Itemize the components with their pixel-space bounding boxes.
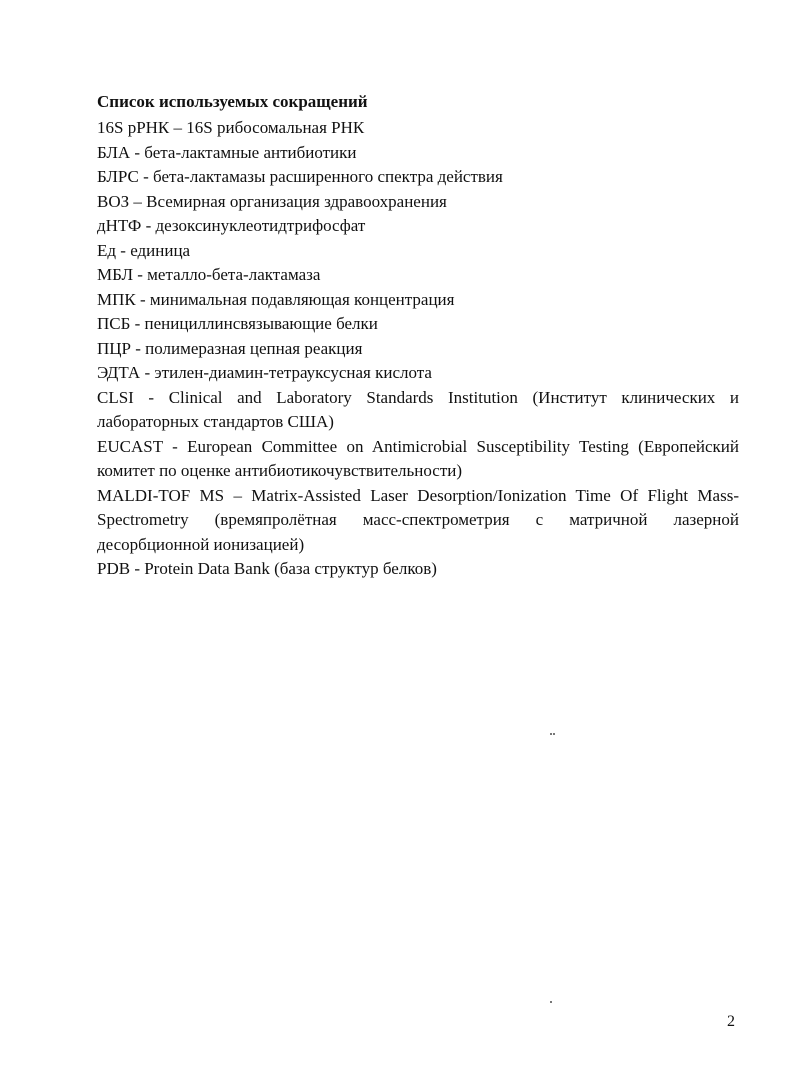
abbreviation-entry: MALDI-TOF MS – Matrix-Assisted Laser Desorption/Ionization Time Of Flight Mass-Spectrometry (времяпролётная масс-спектрометрия с матричной лазерной десорбционной ионизацией) bbox=[97, 485, 739, 554]
abbreviation-entry: МПК - минимальная подавляющая концентрация bbox=[97, 289, 455, 309]
abbreviation-entry: ПСБ - пенициллинсвязывающие белки bbox=[97, 314, 378, 333]
abbreviation-entry: ПЦР - полимеразная цепная реакция bbox=[97, 338, 363, 358]
scan-speck bbox=[553, 733, 555, 735]
abbreviation-entry: МБЛ - металло-бета-лактамаза bbox=[97, 265, 321, 284]
scan-speck bbox=[550, 733, 552, 735]
abbreviation-entry: ЭДТА - этилен-диамин-тетрауксусная кислота bbox=[97, 363, 432, 382]
abbreviation-entry: Ед - единица bbox=[97, 240, 191, 260]
scan-speck bbox=[550, 1001, 552, 1003]
page-number: 2 bbox=[727, 1013, 735, 1030]
abbreviation-entry: ВОЗ – Всемирная организация здравоохранения bbox=[97, 191, 447, 211]
abbreviation-entry: CLSI - Clinical and Laboratory Standards Institution (Институт клинических и лабораторных стандартов США) bbox=[97, 387, 739, 431]
abbreviation-entry: PDB - Protein Data Bank (база структур белков) bbox=[97, 559, 437, 578]
section-heading: Список используемых сокращений bbox=[97, 92, 368, 111]
abbreviation-entry: БЛРС - бета-лактамазы расширенного спектра действия bbox=[97, 167, 503, 186]
abbreviation-entry: 16S рРНК – 16S рибосомальная РНК bbox=[97, 118, 365, 137]
abbreviation-entry: EUCAST - European Committee on Antimicrobial Susceptibility Testing (Европейский комитет по оценке антибиотикочувствительности) bbox=[97, 436, 739, 480]
abbreviations-section bbox=[97, 90, 739, 582]
abbreviation-entry: БЛА - бета-лактамные антибиотики bbox=[97, 142, 357, 162]
abbreviation-entry: дНТФ - дезоксинуклеотидтрифосфат bbox=[97, 216, 366, 235]
